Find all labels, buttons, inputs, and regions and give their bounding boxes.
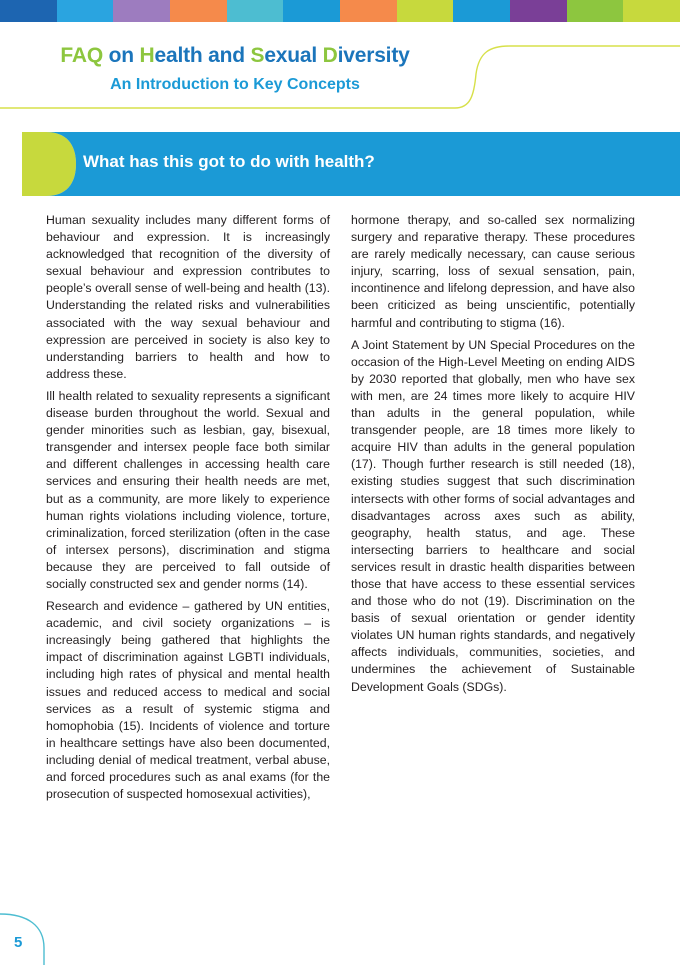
footer-decorative-curve (0, 908, 60, 965)
color-bar-segment (567, 0, 624, 22)
title-part: H (139, 44, 155, 67)
color-bar-segment (340, 0, 397, 22)
page-number: 5 (14, 934, 23, 951)
color-bar-segment (283, 0, 340, 22)
body-column-left (46, 212, 330, 808)
color-bar-segment (113, 0, 170, 22)
title-part: ealth and (154, 44, 251, 67)
color-bar-segment (227, 0, 284, 22)
color-bar-segment (623, 0, 680, 22)
header-decorative-curve (0, 22, 680, 122)
color-bar-segment (0, 0, 57, 22)
body-paragraph: Ill health related to sexuality represents a significant disease burden throughout the world. Sexual and gender minorities such as lesbian, gay, bisexual, transgender and intersex people face both similar and different challenges in accessing health care services and ensuring their health needs are met, but as a community, are more likely to experience human rights violations including violence, torture, criminalization, forced sterilization (often in the case of intersex persons), discrimination and stigma because they are perceived to fall outside of socially constructed sex and gender norms (14). (46, 388, 330, 591)
section-heading: What has this got to do with health? (83, 152, 375, 171)
title-part: FAQ (60, 44, 103, 67)
title-part: S (250, 44, 265, 67)
color-bar-segment (510, 0, 567, 22)
body-paragraph: Research and evidence – gathered by UN entities, academic, and civil society organizations – is increasingly being gathered that highlights the impact of discrimination against LGBTI individuals, including high rates of physical and mental health issues and reduced access to medical and social services as a result of systemic stigma and homophobia (15). Incidents of violence and torture in healthcare settings have also been documented, including denial of medical treatment, verbal abuse, and forced procedures such as anal exams (for the prosecution of suspected homosexual activities), (46, 599, 330, 802)
title-part: exual (264, 44, 323, 67)
top-color-bar (0, 0, 680, 22)
document-title (0, 44, 470, 68)
body-paragraph: hormone therapy, and so-called sex normalizing surgery and reparative therapy. These procedures are rarely medically necessary, can cause serious injury, scarring, loss of sexual sensation, pain, incontinence and lifelong depression, and have also been criticized as being unscientific, potentially harmful and contributing to stigma (16). (351, 213, 635, 330)
title-part: iversity (337, 44, 410, 67)
title-part: D (322, 44, 338, 67)
color-bar-segment (453, 0, 510, 22)
section-banner (22, 132, 680, 196)
body-column-right (351, 212, 635, 701)
title-part: on (102, 44, 140, 67)
body-paragraph: Human sexuality includes many different forms of behaviour and expression. It is increasingly acknowledged that recognition of the diversity of sexual behaviour and expression contributes to people’s overall sense of well-being and health (13). Understanding the related risks and vulnerabilities associated with the way sexual behaviour and expression are perceived in society is also key to understanding barriers to health and how to address these. (46, 213, 330, 381)
color-bar-segment (397, 0, 454, 22)
body-paragraph: A Joint Statement by UN Special Procedures on the occasion of the High-Level Meeting on ending AIDS by 2030 reported that globally, men who have sex with men, are 24 times more likely to acquire HIV than adults in the general population, while transgender people, are 18 times more likely to acquire HIV than adults in the general population (17). Though further research is still needed (18), existing studies suggest that such discrimination intersects with other forms of social advantages and disadvantages across axes such as ability, geography, health status, and age. These intersecting barriers to healthcare and social services result in drastic health disparities between those that have access to these essential services and those who do not (19). Discrimination on the basis of sexual orientation or gender identity violates UN human rights standards, and negatively affects individuals, communities, societies, and undermines the achievement of Sustainable Development Goals (SDGs). (351, 337, 635, 694)
color-bar-segment (57, 0, 114, 22)
document-subtitle: An Introduction to Key Concepts (110, 76, 360, 93)
color-bar-segment (170, 0, 227, 22)
